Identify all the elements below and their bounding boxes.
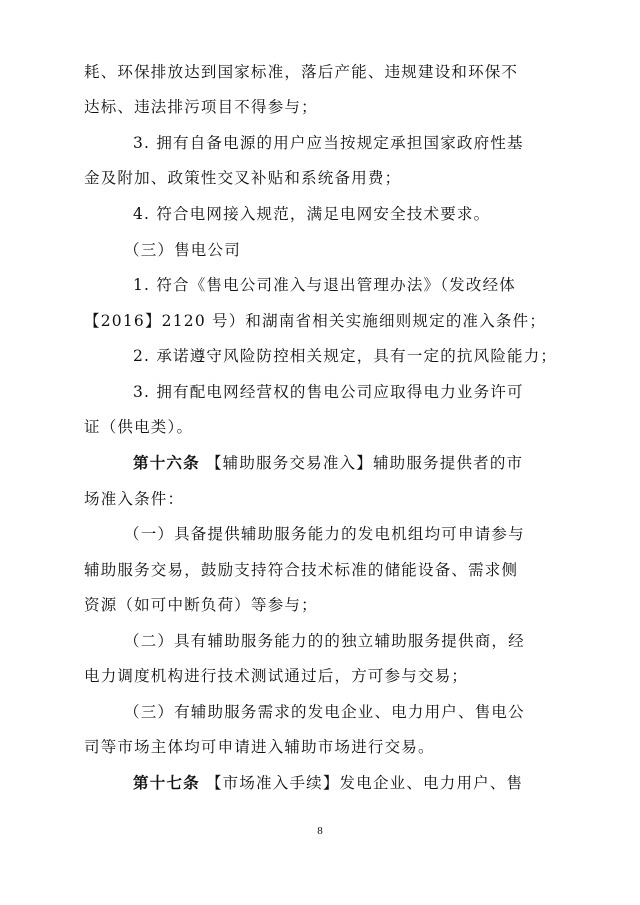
article-number: 第十七条: [133, 773, 200, 792]
article-line: 第十七条 【市场准入手续】发电企业、电力用户、售: [133, 773, 524, 792]
body-line: 金及附加、政策性交叉补贴和系统备用费；: [84, 169, 402, 187]
section-heading: （三）售电公司: [124, 241, 241, 259]
body-line: 【2016】2120 号）和湖南省相关实施细则规定的准入条件；: [84, 312, 547, 330]
article-number: 第十六条: [133, 453, 200, 472]
list-item: 3. 拥有自备电源的用户应当按规定承担国家政府性基: [133, 134, 524, 152]
list-item: 3. 拥有配电网经营权的售电公司应取得电力业务许可: [133, 383, 524, 401]
list-item: （二）具有辅助服务能力的的独立辅助服务提供商，经: [124, 632, 525, 650]
body-line: 耗、环保排放达到国家标准，落后产能、违规建设和环保不: [84, 63, 519, 81]
body-line: 达标、违法排污项目不得参与；: [84, 98, 318, 116]
list-item: （三）有辅助服务需求的发电企业、电力用户、售电公: [124, 703, 525, 721]
body-line: 辅助服务交易，鼓励支持符合技术标准的储能设备、需求侧: [84, 561, 519, 579]
body-line: 场准入条件：: [84, 490, 185, 508]
body-line: 证（供电类）。: [84, 418, 194, 436]
page-number: 8: [317, 825, 323, 837]
body-line: 电力调度机构进行技术测试通过后，方可参与交易；: [84, 667, 469, 685]
body-line: 资源（如可中断负荷）等参与；: [84, 596, 318, 614]
article-line: 第十六条 【辅助服务交易准入】辅助服务提供者的市: [133, 453, 524, 472]
body-line: 司等市场主体均可申请进入辅助市场进行交易。: [84, 738, 435, 756]
list-item: 1. 符合《售电公司准入与退出管理办法》（发改经体: [133, 276, 516, 294]
list-item: 4. 符合电网接入规范，满足电网安全技术要求。: [133, 205, 491, 223]
list-item: （一）具备提供辅助服务能力的发电机组均可申请参与: [124, 525, 525, 543]
list-item: 2. 承诺遵守风险防控相关规定，具有一定的抗风险能力；: [133, 347, 558, 365]
